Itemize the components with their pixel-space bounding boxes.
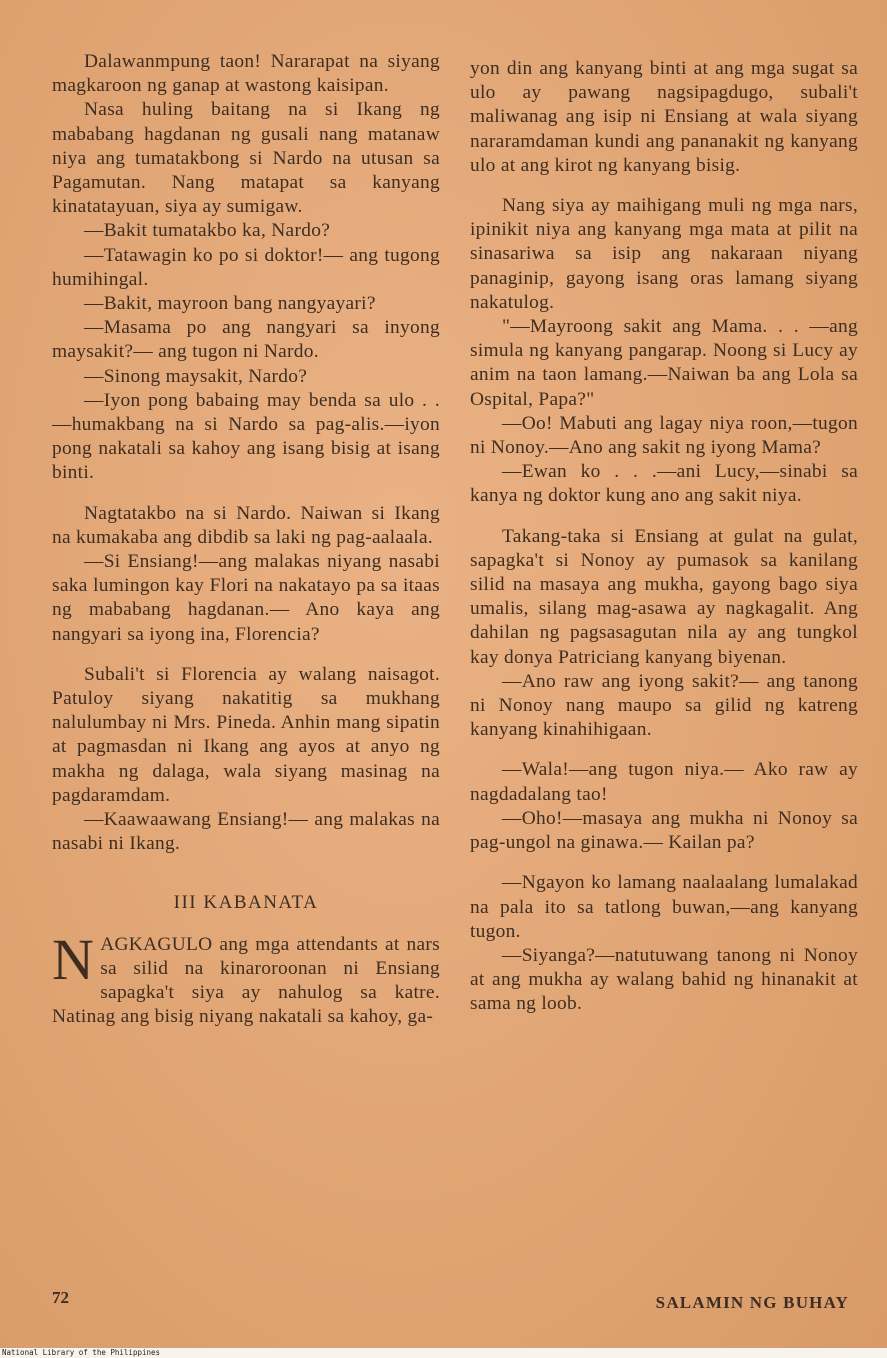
paragraph: Dalawanmpung taon! Nararapat na siyang magkaroon ng ganap at wastong kaisipan.	[52, 51, 440, 97]
paragraph: —Si Ensiang!—ang malakas niyang nasabi saka lumingon kay Flori na nakatayo pa sa itaas ng mababang hagdanan.— Ano kaya ang nangyari sa iyong ina, Florencia?	[52, 551, 440, 645]
paragraph: —Bakit, mayroon bang nangyayari?	[84, 293, 376, 315]
paragraph: —Ngayon ko lamang naalaalang lumalakad na pala ito sa tatlong buwan,—ang kanyang tugon.	[470, 872, 858, 942]
chapter-opening-text: AGKAGULO ang mga attendants at nars sa silid na kinaroroonan ni Ensiang sapagka't siya ay nahulog sa katre. Natinag ang bisig niyang nakatali sa kahoy, ga-	[52, 933, 440, 1028]
drop-cap: N	[52, 926, 95, 992]
paragraph: —Bakit tumatakbo ka, Nardo?	[84, 220, 331, 242]
left-column	[52, 50, 440, 1030]
paragraph: Takang-taka si Ensiang at gulat na gulat, sapagka't si Nonoy ay pumasok sa kanilang silid na masaya ang mukha, gayong bago siya umalis, silang mag-asawa ay nagkagalit. Ang dahilan ng pagsasagutan nila ay ang tungkol kay donya Patriciang kanyang biyenan.	[470, 525, 858, 668]
paragraph: Nagtatakbo na si Nardo. Naiwan si Ikang na kumakaba ang dibdib sa laki ng pag-aalaala.	[52, 502, 440, 548]
paragraph: —Tatawagin ko po si doktor!— ang tugong humihingal.	[52, 244, 440, 290]
paragraph: —Masama po ang nangyari sa inyong maysakit?— ang tugon ni Nardo.	[52, 317, 440, 363]
paragraph: Subali't si Florencia ay walang naisagot. Patuloy siyang nakatitig sa mukhang nalulumbay ni Mrs. Pineda. Anhin mang sipatin at pagmasdan ni Ikang ang ayos at anyo ng makha ng dalaga, wala siyang masinag na pagdaramdam.	[52, 663, 440, 806]
paragraph: —Sinong maysakit, Nardo?	[84, 365, 308, 387]
paragraph: Nang siya ay maihigang muli ng mga nars, ipinikit niya ang kanyang mga mata at pilit na sinasariwa sa isip ang nakaraan niyang panaginip, gayong isang oras lamang siyang nakatulog.	[470, 195, 858, 313]
paragraph: —Siyanga?—natutuwang tanong ni Nonoy at ang mukha ay walang bahid ng hinanakit at sama ng loob.	[470, 944, 858, 1015]
library-credit: National Library of the Philippines	[0, 1348, 887, 1358]
paragraph: —Wala!—ang tugon niya.— Ako raw ay nagdadalang tao!	[470, 759, 858, 805]
paragraph: —Ano raw ang iyong sakit?— ang tanong ni Nonoy nang maupo sa gilid ng katreng kanyang kinahihigaan.	[470, 670, 858, 741]
paragraph: —Kaawaawang Ensiang!— ang malakas na nasabi ni Ikang.	[52, 809, 440, 855]
paragraph: "—Mayroong sakit ang Mama. . . —ang simula ng kanyang pangarap. Noong si Lucy ay anim na taon lamang.—Naiwan ba ang Lola sa Ospital, Papa?"	[470, 316, 858, 410]
paragraph: —Ewan ko . . .—ani Lucy,—sinabi sa kanya ng doktor kung ano ang sakit niya.	[470, 461, 858, 507]
paragraph: Nasa huling baitang na si Ikang ng mababang hagdanan ng gusali nang matanaw niya ang tumatakbong si Nardo na utusan sa Pagamutan. Nang matapat sa kanyang kinatatayuan, siya ay sumigaw.	[52, 99, 440, 218]
paragraph: —Oho!—masaya ang mukha ni Nonoy sa pag-ungol na ginawa.— Kailan pa?	[470, 807, 858, 854]
chapter-heading: III KABANATA	[173, 891, 319, 913]
magazine-title: SALAMIN NG BUHAY	[655, 1293, 849, 1312]
page-number: 72	[52, 1288, 69, 1307]
paragraph: —Oo! Mabuti ang lagay niya roon,—tugon ni Nonoy.—Ano ang sakit ng iyong Mama?	[470, 412, 858, 459]
chapter-opening-paragraph	[52, 926, 440, 1030]
paragraph: —Iyon pong babaing may benda sa ulo . . —humakbang na si Nardo sa pag-alis.—iyon pong nakatali sa kahoy ang isang bisig at isang binti.	[52, 389, 440, 484]
paragraph: yon din ang kanyang binti at ang mga sugat sa ulo ay pawang nagsipagdugo, subali't maliwanag ang isip ni Ensiang at wala siyang nararamdaman kundi ang pananakit ng kanyang ulo at ang kirot ng kanyang bisig.	[470, 58, 858, 176]
right-column	[470, 57, 858, 1017]
